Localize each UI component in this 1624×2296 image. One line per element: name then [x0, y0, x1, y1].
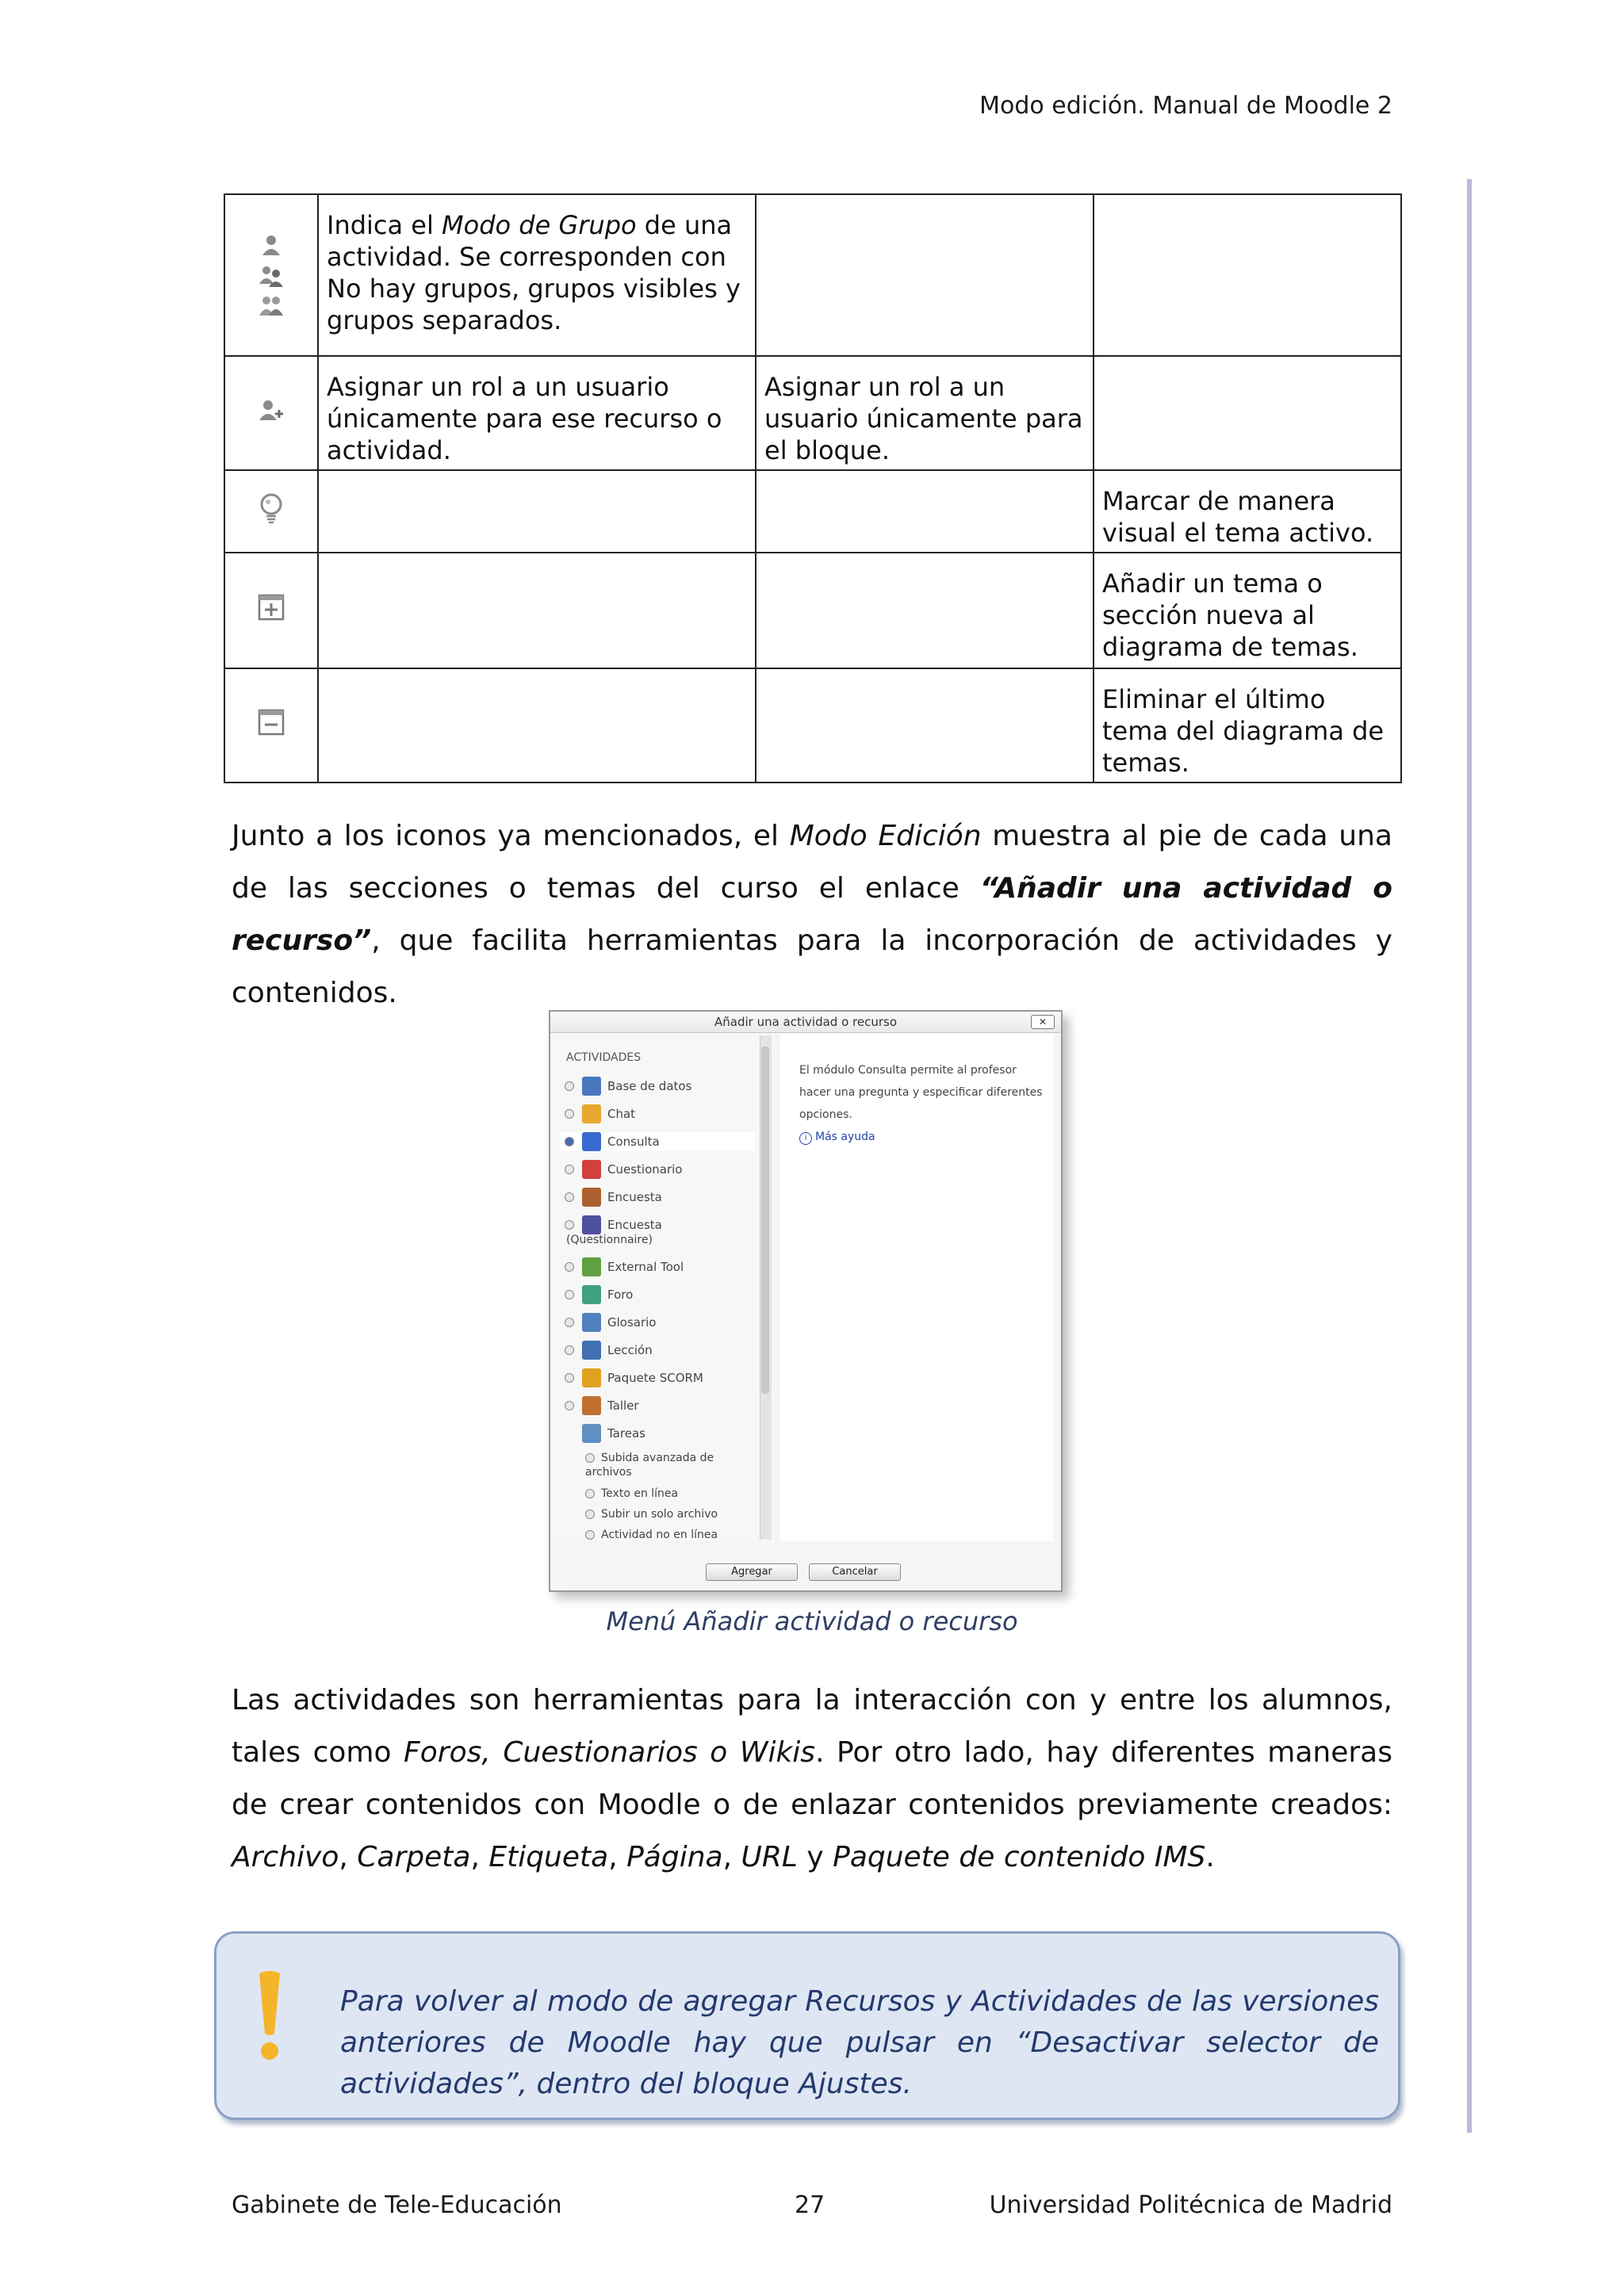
survey-icon: [582, 1188, 601, 1207]
scrollbar-thumb[interactable]: [761, 1047, 769, 1394]
row4-col2: [756, 553, 1094, 668]
page-header: Modo edición. Manual de Moodle 2: [979, 92, 1392, 120]
no-groups-icon: [259, 233, 283, 257]
database-icon: [582, 1077, 601, 1096]
table-row: [224, 668, 1401, 783]
sub-subida-avanzada-cont: archivos: [585, 1466, 632, 1479]
module-description: El módulo Consulta permite al profesor hacer una pregunta y especificar diferentes opciones.: [799, 1064, 1043, 1121]
questionnaire-icon: [582, 1215, 601, 1234]
chat-icon: [582, 1104, 601, 1123]
row5-col3: Eliminar el último tema del diagrama de temas.: [1094, 668, 1401, 783]
row1-col2: [756, 194, 1094, 356]
row3-col2: [756, 470, 1094, 553]
info-icon: i: [799, 1132, 812, 1145]
row3-col3: Marcar de manera visual el tema activo.: [1094, 470, 1401, 553]
question-icon: [582, 1132, 601, 1151]
assign-role-icon: [224, 356, 318, 470]
row4-col1: [318, 553, 756, 668]
row5-col2: [756, 668, 1094, 783]
row5-col1: [318, 668, 756, 783]
exclamation-icon: [248, 1969, 291, 2064]
table-row: [224, 553, 1401, 668]
visible-groups-icon: [258, 263, 285, 287]
workshop-icon: [582, 1396, 601, 1415]
add-section-icon: [224, 553, 318, 668]
paragraph-activities: Las actividades son herramientas para la interacción con y entre los alumnos, tales como Foros, Cuestionarios o Wikis. Por otro lado, hay diferentes maneras de crear contenidos con Moodle o de enlazar contenidos previamente creados: Archivo, Carpeta, Etiqueta, Página, URL y Paquete de contenido IMS.: [232, 1684, 1392, 1873]
separate-groups-icon: [258, 293, 285, 317]
table-row: [224, 356, 1401, 470]
cancel-button[interactable]: Cancelar: [809, 1563, 901, 1581]
table-row: [224, 194, 1401, 356]
puzzle-icon: [582, 1257, 601, 1276]
activity-paquete-scorm[interactable]: Paquete SCORM: [565, 1368, 703, 1387]
add-activity-dialog: [549, 1010, 1063, 1592]
activity-encuesta[interactable]: Encuesta: [565, 1188, 662, 1207]
highlight-lightbulb-icon: [224, 470, 318, 553]
figure-caption: Menú Añadir actividad o recurso: [606, 1606, 1018, 1636]
activity-cuestionario[interactable]: Cuestionario: [565, 1160, 682, 1179]
note-text: Para volver al modo de agregar Recursos y Actividades de las versiones anteriores de Moodle hay que pulsar en “Desactivar selector de actividades”, dentro del bloque Ajustes.: [340, 1985, 1379, 2100]
footer-right: Universidad Politécnica de Madrid: [989, 2191, 1392, 2219]
activity-glosario[interactable]: Glosario: [565, 1313, 657, 1332]
row2-col3: [1094, 356, 1401, 470]
activity-tareas: Tareas: [582, 1424, 645, 1443]
activity-leccion[interactable]: Lección: [565, 1341, 653, 1360]
activity-external-tool[interactable]: External Tool: [565, 1257, 684, 1276]
sub-actividad-no-en-linea[interactable]: Actividad no en línea: [585, 1529, 718, 1541]
side-rule: [1467, 179, 1472, 2133]
sub-subida-avanzada[interactable]: Subida avanzada de: [585, 1452, 714, 1464]
more-help-link[interactable]: i Más ayuda: [799, 1131, 875, 1145]
forum-icon: [582, 1285, 601, 1304]
sub-subir-un-solo-archivo[interactable]: Subir un solo archivo: [585, 1508, 718, 1521]
activity-taller[interactable]: Taller: [565, 1396, 639, 1415]
activity-base-de-datos[interactable]: Base de datos: [565, 1077, 691, 1096]
row1-col1: Indica el Modo de Grupo de una actividad. Se corresponden con No hay grupos, grupos visibles y grupos separados.: [318, 194, 756, 356]
remove-section-icon: [224, 668, 318, 783]
row2-col1: Asignar un rol a un usuario únicamente para ese recurso o actividad.: [318, 356, 756, 470]
dialog-title-bar: [550, 1012, 1061, 1033]
scorm-icon: [582, 1368, 601, 1387]
quiz-icon: [582, 1160, 601, 1179]
add-button[interactable]: Agregar: [706, 1563, 798, 1581]
table-row: [224, 470, 1401, 553]
group-mode-icons: [224, 194, 318, 356]
sub-texto-en-linea[interactable]: Texto en línea: [585, 1487, 678, 1500]
dialog-title: Añadir una actividad o recurso: [714, 1015, 898, 1029]
activity-chat[interactable]: Chat: [565, 1104, 635, 1123]
questionnaire-label: (Questionnaire): [566, 1234, 653, 1246]
close-icon[interactable]: ✕: [1031, 1015, 1055, 1029]
activity-foro[interactable]: Foro: [565, 1285, 633, 1304]
activity-consulta[interactable]: Consulta: [560, 1132, 755, 1151]
page-number: 27: [795, 2191, 825, 2219]
paragraph-intro: Junto a los iconos ya mencionados, el Modo Edición muestra al pie de cada una de las secciones o temas del curso el enlace “Añadir una actividad o recurso”, que facilita herramientas para la incorporación de actividades y contenidos.: [232, 820, 1392, 1009]
category-label: ACTIVIDADES: [566, 1051, 642, 1064]
row1-col3: [1094, 194, 1401, 356]
footer-left: Gabinete de Tele-Educación: [232, 2191, 562, 2219]
assignment-icon: [582, 1424, 601, 1443]
row3-col1: [318, 470, 756, 553]
glossary-icon: [582, 1313, 601, 1332]
lesson-icon: [582, 1341, 601, 1360]
row4-col3: Añadir un tema o sección nueva al diagrama de temas.: [1094, 553, 1401, 668]
icon-table: [224, 193, 1402, 783]
activity-encuesta-questionnaire[interactable]: Encuesta: [565, 1215, 662, 1234]
row2-col2: Asignar un rol a un usuario únicamente para el bloque.: [756, 356, 1094, 470]
note-box: [214, 1931, 1400, 2120]
